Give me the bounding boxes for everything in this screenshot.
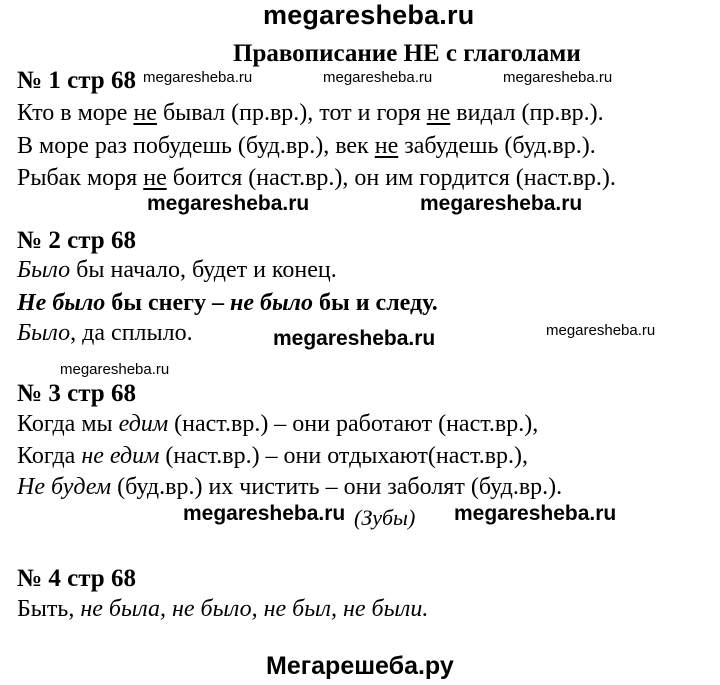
italic-segment: Было xyxy=(17,320,71,346)
task4-heading: № 4 стр 68 xyxy=(17,565,136,592)
text-segment: бывал (пр.вр.), тот и горя xyxy=(156,100,427,126)
watermark-small: megaresheba.ru xyxy=(143,69,253,86)
riddle-answer: (Зубы) xyxy=(354,505,416,530)
text-segment: Когда мы xyxy=(17,411,119,437)
text-segment: (наст.вр.) – они работают (наст.вр.), xyxy=(168,411,539,437)
watermark-small: megaresheba.ru xyxy=(503,69,613,86)
task1-heading: № 1 стр 68 xyxy=(17,67,136,94)
task2-line xyxy=(17,320,193,347)
watermark-bold: megaresheba.ru xyxy=(454,502,617,525)
task1-line xyxy=(17,100,604,127)
text-segment: боится (наст.вр.), он им гордится (наст.вр.). xyxy=(166,165,616,191)
text-segment: бы и следу. xyxy=(312,290,438,316)
task3-line xyxy=(17,474,562,501)
watermark-bold: megaresheba.ru xyxy=(273,327,436,350)
text-segment: Кто в море xyxy=(17,100,134,126)
text-segment: забудешь (буд.вр.). xyxy=(398,133,596,159)
underlined-particle: не xyxy=(143,165,167,191)
task3-line xyxy=(17,443,528,470)
text-segment: видал (пр.вр.). xyxy=(450,100,604,126)
page-title: Правописание НЕ с глаголами xyxy=(233,40,581,67)
italic-segment: Не будем xyxy=(17,474,112,500)
task3-line xyxy=(17,411,538,438)
italic-segment: Было xyxy=(17,257,71,283)
task1-line xyxy=(17,133,596,160)
watermark-top: megaresheba.ru xyxy=(263,0,475,30)
underlined-particle: не xyxy=(374,133,399,159)
italic-segment: не было xyxy=(230,290,313,316)
text-segment: В море раз побудешь (буд.вр.), век xyxy=(17,133,375,159)
watermark-bottom: Мегарешеба.ру xyxy=(266,652,454,680)
task1-line xyxy=(17,165,616,192)
text-segment: , да сплыло. xyxy=(70,320,193,346)
text-segment: Когда xyxy=(17,443,82,469)
watermark-small: megaresheba.ru xyxy=(546,322,656,339)
watermark-bold: megaresheba.ru xyxy=(147,192,310,215)
task2-line xyxy=(17,290,438,317)
text-segment: бы начало, будет и конец. xyxy=(70,257,337,283)
text-segment: (наст.вр.) – они отдыхают(наст.вр.), xyxy=(159,443,529,469)
task2-heading: № 2 стр 68 xyxy=(17,227,136,254)
text-segment: (буд.вр.) их чистить – они заболят (буд.вр.). xyxy=(111,474,563,500)
underlined-particle: не xyxy=(426,100,451,126)
underlined-particle: не xyxy=(133,100,157,126)
task2-line xyxy=(17,257,337,284)
watermark-bold: megaresheba.ru xyxy=(183,502,346,525)
italic-segment: не едим xyxy=(81,443,160,469)
watermark-small: megaresheba.ru xyxy=(323,69,433,86)
text-segment: бы снегу – xyxy=(105,290,231,316)
watermark-bold: megaresheba.ru xyxy=(420,192,583,215)
italic-segment: едим xyxy=(118,411,169,437)
text-segment: Рыбак моря xyxy=(17,165,144,191)
task4-line xyxy=(17,596,428,623)
watermark-small: megaresheba.ru xyxy=(60,361,170,378)
italic-segment: Не было xyxy=(17,290,106,316)
task3-heading: № 3 стр 68 xyxy=(17,380,136,407)
text-segment: Быть, xyxy=(17,596,81,622)
italic-segment: не была, не было, не был, не были. xyxy=(80,596,429,622)
